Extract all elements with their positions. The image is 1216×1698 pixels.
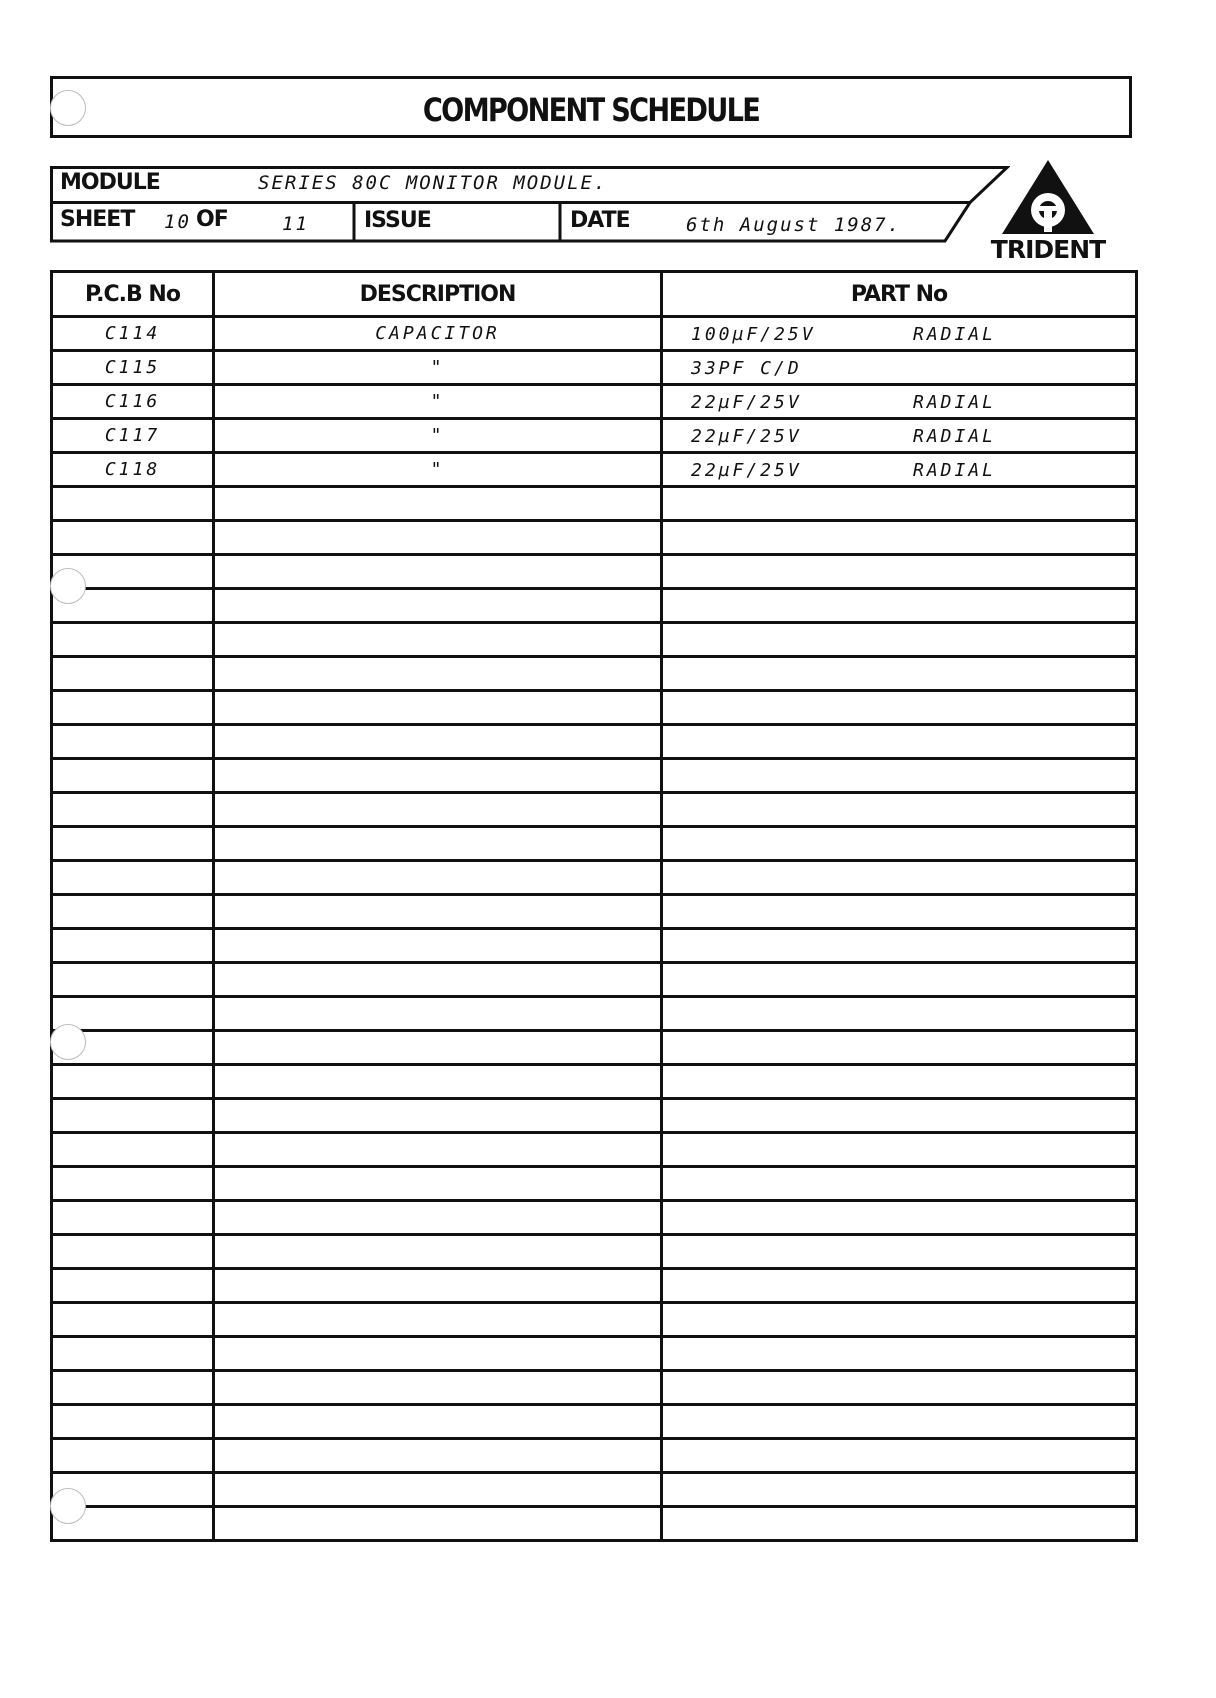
empty-cell — [662, 861, 1137, 895]
table-row-empty — [52, 997, 1137, 1031]
date-label: DATE — [570, 208, 630, 233]
pcb-cell: C114 — [52, 317, 214, 351]
empty-cell — [52, 895, 214, 929]
table-row-empty — [52, 1507, 1137, 1541]
punch-hole — [50, 1024, 86, 1060]
sheet-total: 11 — [282, 213, 309, 235]
empty-cell — [662, 691, 1137, 725]
sheet-number: 10 — [164, 211, 191, 233]
header-description: DESCRIPTION — [214, 272, 662, 317]
module-label: MODULE — [60, 170, 160, 195]
empty-cell — [52, 623, 214, 657]
empty-cell — [52, 657, 214, 691]
empty-cell — [214, 487, 662, 521]
empty-cell — [214, 589, 662, 623]
part-value: 22µF/25V — [691, 392, 802, 413]
empty-cell — [214, 691, 662, 725]
empty-cell — [52, 1371, 214, 1405]
empty-cell — [214, 895, 662, 929]
empty-cell — [662, 1473, 1137, 1507]
part-value: 22µF/25V — [691, 460, 802, 481]
empty-cell — [52, 1303, 214, 1337]
punch-hole — [50, 90, 86, 126]
empty-cell — [52, 1133, 214, 1167]
table-row-empty — [52, 1167, 1137, 1201]
table-row-empty — [52, 521, 1137, 555]
empty-cell — [214, 1031, 662, 1065]
table-row-empty — [52, 759, 1137, 793]
empty-cell — [662, 521, 1137, 555]
table-row-empty — [52, 1439, 1137, 1473]
table-row — [52, 419, 1137, 453]
table-row-empty — [52, 1371, 1137, 1405]
empty-cell — [52, 1269, 214, 1303]
table-row — [52, 317, 1137, 351]
empty-cell — [214, 1303, 662, 1337]
header-info — [50, 166, 1010, 244]
empty-cell — [214, 623, 662, 657]
table-row-empty — [52, 895, 1137, 929]
empty-cell — [662, 895, 1137, 929]
description-cell: " — [214, 385, 662, 419]
empty-cell — [662, 623, 1137, 657]
part-cell — [662, 351, 1137, 385]
empty-cell — [214, 1269, 662, 1303]
empty-cell — [662, 929, 1137, 963]
empty-cell — [662, 1201, 1137, 1235]
table-row-empty — [52, 487, 1137, 521]
empty-cell — [214, 555, 662, 589]
empty-cell — [52, 827, 214, 861]
issue-label: ISSUE — [364, 208, 431, 233]
description-cell: " — [214, 351, 662, 385]
empty-cell — [662, 1337, 1137, 1371]
table-row — [52, 385, 1137, 419]
header-pcb-no: P.C.B No — [52, 272, 214, 317]
header-part-no: PART No — [662, 272, 1137, 317]
empty-cell — [52, 1201, 214, 1235]
table-row-empty — [52, 1065, 1137, 1099]
empty-cell — [214, 1167, 662, 1201]
part-type: RADIAL — [913, 460, 997, 481]
empty-cell — [52, 725, 214, 759]
empty-cell — [214, 929, 662, 963]
empty-cell — [214, 827, 662, 861]
empty-cell — [662, 487, 1137, 521]
table-row-empty — [52, 1133, 1137, 1167]
table-row-empty — [52, 827, 1137, 861]
empty-cell — [52, 793, 214, 827]
part-cell — [662, 317, 1137, 351]
empty-cell — [214, 1473, 662, 1507]
pcb-cell: C115 — [52, 351, 214, 385]
table-row-empty — [52, 1337, 1137, 1371]
description-cell: " — [214, 453, 662, 487]
empty-cell — [52, 1439, 214, 1473]
empty-cell — [662, 1065, 1137, 1099]
table-row-empty — [52, 657, 1137, 691]
empty-cell — [214, 1439, 662, 1473]
empty-cell — [214, 963, 662, 997]
table-row-empty — [52, 1269, 1137, 1303]
empty-cell — [214, 1201, 662, 1235]
trident-logo-text: TRIDENT — [990, 235, 1106, 264]
empty-cell — [662, 1269, 1137, 1303]
empty-cell — [52, 1167, 214, 1201]
empty-cell — [662, 1167, 1137, 1201]
empty-cell — [662, 1099, 1137, 1133]
table-row-empty — [52, 1405, 1137, 1439]
table-row-empty — [52, 725, 1137, 759]
empty-cell — [214, 793, 662, 827]
empty-cell — [662, 827, 1137, 861]
empty-cell — [214, 725, 662, 759]
empty-cell — [52, 963, 214, 997]
trident-logo — [968, 160, 1128, 264]
table-row-empty — [52, 555, 1137, 589]
empty-cell — [52, 1099, 214, 1133]
pcb-cell: C118 — [52, 453, 214, 487]
empty-cell — [52, 691, 214, 725]
punch-hole — [50, 1488, 86, 1524]
empty-cell — [662, 1031, 1137, 1065]
empty-cell — [214, 657, 662, 691]
empty-cell — [662, 1507, 1137, 1541]
part-value: 33PF C/D — [691, 358, 802, 379]
table-row-empty — [52, 589, 1137, 623]
component-table — [50, 270, 1138, 1542]
empty-cell — [662, 1303, 1137, 1337]
table-row-empty — [52, 1201, 1137, 1235]
empty-cell — [662, 1235, 1137, 1269]
table-row-empty — [52, 623, 1137, 657]
empty-cell — [214, 1405, 662, 1439]
table-row-empty — [52, 691, 1137, 725]
empty-cell — [214, 1099, 662, 1133]
empty-cell — [52, 1337, 214, 1371]
empty-cell — [52, 861, 214, 895]
empty-cell — [662, 1371, 1137, 1405]
empty-cell — [52, 1405, 214, 1439]
empty-cell — [662, 963, 1137, 997]
trident-logo-icon — [968, 160, 1128, 238]
part-cell — [662, 453, 1137, 487]
empty-cell — [52, 759, 214, 793]
table-row — [52, 351, 1137, 385]
pcb-cell: C116 — [52, 385, 214, 419]
empty-cell — [52, 1065, 214, 1099]
empty-cell — [214, 1371, 662, 1405]
table-row-empty — [52, 1235, 1137, 1269]
empty-cell — [214, 1235, 662, 1269]
empty-cell — [214, 521, 662, 555]
empty-cell — [662, 759, 1137, 793]
empty-cell — [214, 1337, 662, 1371]
empty-cell — [52, 929, 214, 963]
table-row-empty — [52, 793, 1137, 827]
table-row — [52, 453, 1137, 487]
page-title: COMPONENT SCHEDULE — [422, 91, 760, 129]
sheet-label: SHEET — [60, 207, 135, 232]
empty-cell — [662, 1439, 1137, 1473]
empty-cell — [662, 725, 1137, 759]
punch-hole — [50, 568, 86, 604]
empty-cell — [214, 759, 662, 793]
table-row-empty — [52, 1099, 1137, 1133]
module-value: SERIES 80C MONITOR MODULE. — [258, 172, 608, 194]
empty-cell — [662, 997, 1137, 1031]
table-row-empty — [52, 1303, 1137, 1337]
part-type: RADIAL — [913, 324, 997, 345]
part-cell — [662, 385, 1137, 419]
table-row-empty — [52, 929, 1137, 963]
part-value: 100µF/25V — [691, 324, 816, 345]
empty-cell — [662, 1405, 1137, 1439]
table-row-empty — [52, 963, 1137, 997]
part-value: 22µF/25V — [691, 426, 802, 447]
table-row-empty — [52, 1031, 1137, 1065]
title-box — [50, 76, 1132, 138]
part-cell — [662, 419, 1137, 453]
empty-cell — [662, 657, 1137, 691]
part-type: RADIAL — [913, 426, 997, 447]
empty-cell — [214, 997, 662, 1031]
date-value: 6th August 1987. — [686, 214, 902, 236]
description-cell: " — [214, 419, 662, 453]
empty-cell — [214, 1507, 662, 1541]
empty-cell — [662, 1133, 1137, 1167]
description-cell: CAPACITOR — [214, 317, 662, 351]
empty-cell — [214, 1133, 662, 1167]
table-row-empty — [52, 1473, 1137, 1507]
table-row-empty — [52, 861, 1137, 895]
part-type: RADIAL — [913, 392, 997, 413]
empty-cell — [662, 589, 1137, 623]
empty-cell — [214, 1065, 662, 1099]
of-label: OF — [196, 207, 228, 232]
table-header-row — [52, 272, 1137, 317]
empty-cell — [52, 521, 214, 555]
empty-cell — [214, 861, 662, 895]
empty-cell — [662, 793, 1137, 827]
pcb-cell: C117 — [52, 419, 214, 453]
empty-cell — [662, 555, 1137, 589]
empty-cell — [52, 487, 214, 521]
empty-cell — [52, 1235, 214, 1269]
